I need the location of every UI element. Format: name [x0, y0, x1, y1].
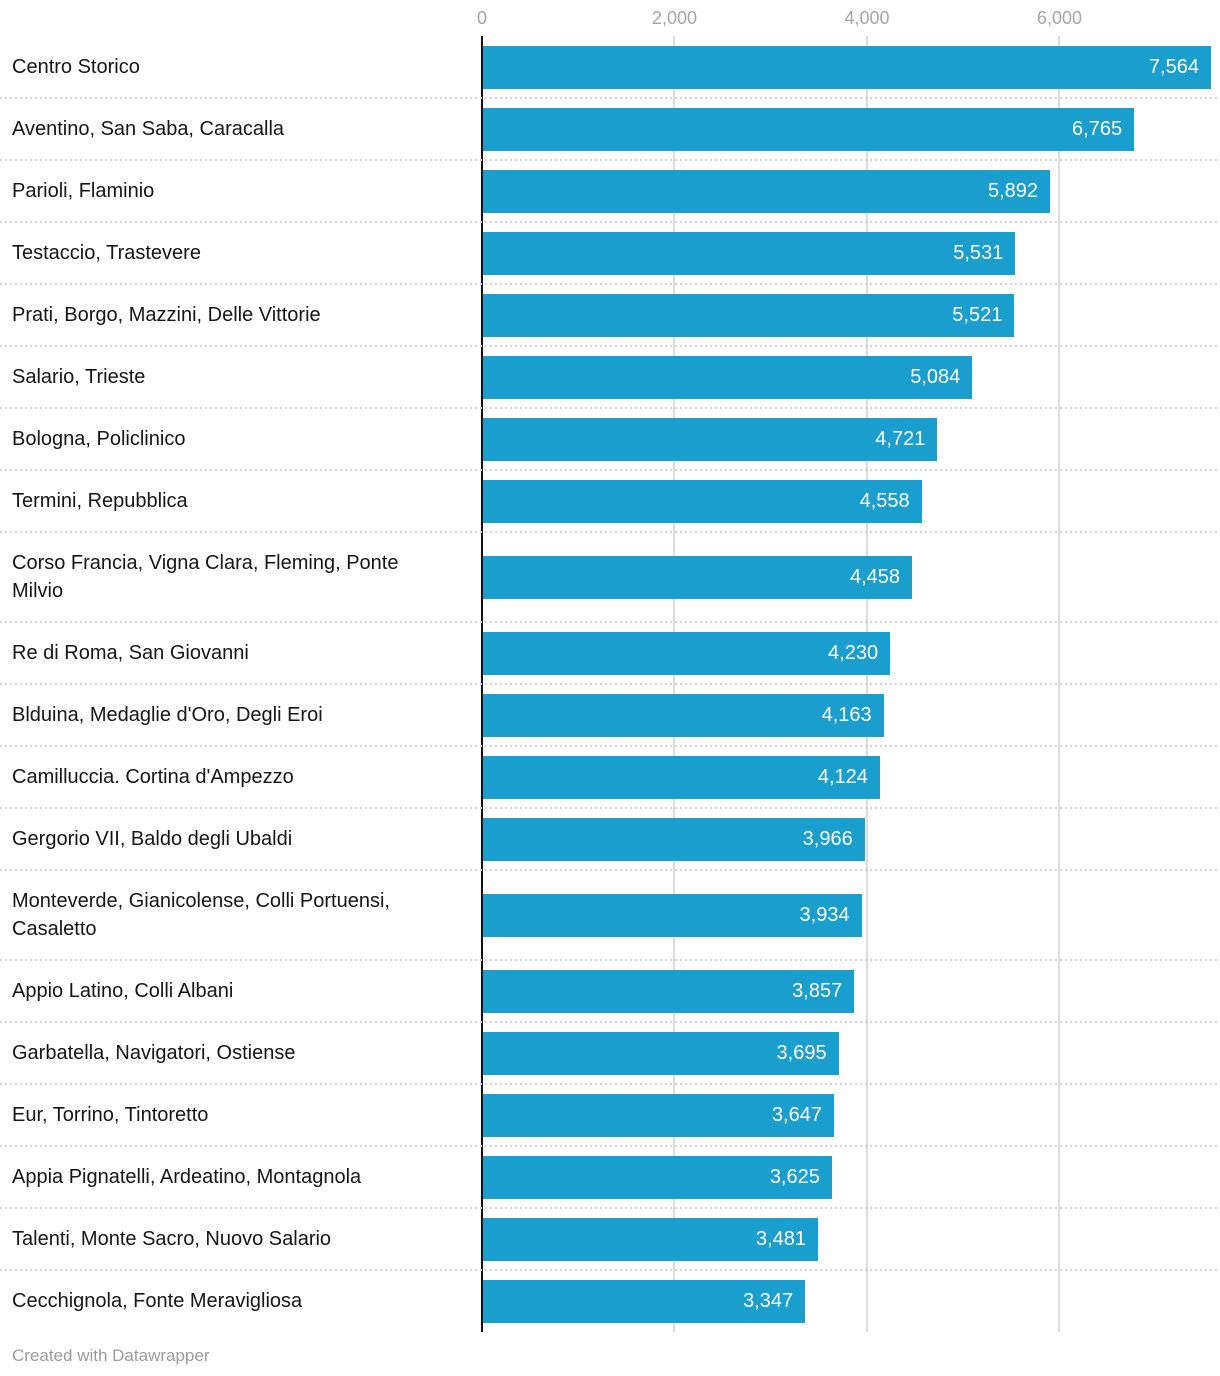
- bar-value-label: 5,521: [952, 303, 1003, 326]
- bar: [483, 1032, 839, 1075]
- bar-area: [482, 232, 1220, 275]
- bar-rows: [0, 36, 1220, 1332]
- bar-row: [0, 1084, 1220, 1146]
- x-tick-label: 6,000: [1036, 8, 1082, 28]
- bar-area: [482, 632, 1220, 675]
- bar: [483, 418, 937, 461]
- category-label: Talenti, Monte Sacro, Nuovo Salario: [12, 1228, 332, 1250]
- bar-value-label: 7,564: [1148, 55, 1199, 78]
- bar: [483, 480, 922, 523]
- bar: [483, 756, 880, 799]
- bar-row: [0, 960, 1220, 1022]
- bar-row: [0, 746, 1220, 808]
- x-tick-label: 4,000: [844, 8, 890, 28]
- bar-area: [482, 1156, 1220, 1199]
- bar-row: [0, 1146, 1220, 1208]
- bar-row: [0, 284, 1220, 346]
- bar-value-label: 3,934: [799, 903, 850, 926]
- x-axis-header: [0, 0, 1220, 36]
- category-label: Corso Francia, Vigna Clara, Fleming, Ponte Milvio: [12, 552, 399, 602]
- bar-row: [0, 870, 1220, 960]
- bar-area: [482, 970, 1220, 1013]
- bar-row: [0, 346, 1220, 408]
- bar-row: [0, 98, 1220, 160]
- bar-area: [482, 46, 1220, 89]
- bar: [483, 170, 1050, 213]
- category-label: Garbatella, Navigatori, Ostiense: [12, 1042, 296, 1064]
- bar: [483, 894, 862, 937]
- bar-row: [0, 1022, 1220, 1084]
- bar-row: [0, 684, 1220, 746]
- bar: [483, 108, 1134, 151]
- bar-value-label: 4,230: [828, 641, 879, 664]
- category-label: Blduina, Medaglie d'Oro, Degli Eroi: [12, 704, 323, 726]
- bar-value-label: 4,458: [849, 565, 901, 588]
- bar-area: [482, 694, 1220, 737]
- bar-value-label: 3,625: [769, 1165, 820, 1188]
- category-label: Centro Storico: [12, 56, 140, 78]
- bar-area: [482, 818, 1220, 861]
- bar-area: [482, 1280, 1220, 1323]
- bar-area: [482, 480, 1220, 523]
- bar: [483, 46, 1211, 89]
- category-label: Eur, Torrino, Tintoretto: [12, 1104, 209, 1126]
- bar: [483, 1094, 834, 1137]
- bar-area: [482, 1032, 1220, 1075]
- bar-row: [0, 470, 1220, 532]
- category-label: Parioli, Flaminio: [12, 180, 155, 202]
- bar: [483, 356, 972, 399]
- bar-area: [482, 756, 1220, 799]
- category-label: Salario, Trieste: [12, 366, 146, 388]
- category-label: Gergorio VII, Baldo degli Ubaldi: [12, 828, 293, 850]
- bar-value-label: 4,124: [817, 765, 868, 788]
- bar-area: [482, 894, 1220, 937]
- bar-value-label: 3,695: [776, 1041, 827, 1064]
- bar-value-label: 3,857: [792, 979, 843, 1002]
- bar-area: [482, 556, 1220, 599]
- bar-area: [482, 356, 1220, 399]
- bar: [483, 294, 1014, 337]
- bar-value-label: 6,765: [1072, 117, 1123, 140]
- bar-value-label: 3,647: [771, 1103, 822, 1126]
- bar-value-label: 4,721: [875, 427, 926, 450]
- bar: [483, 632, 890, 675]
- bar-row: [0, 622, 1220, 684]
- x-tick-label: 2,000: [651, 8, 698, 28]
- bar-area: [482, 418, 1220, 461]
- bar-row: [0, 160, 1220, 222]
- bar-row: [0, 1270, 1220, 1332]
- category-label: Testaccio, Trastevere: [12, 242, 201, 264]
- bar: [483, 818, 865, 861]
- bar-value-label: 5,892: [988, 179, 1039, 202]
- bar-area: [482, 170, 1220, 213]
- bar-value-label: 5,531: [953, 241, 1004, 264]
- bar-value-label: 3,481: [755, 1227, 807, 1250]
- bar-area: [482, 1218, 1220, 1261]
- bar: [483, 1280, 805, 1323]
- bar-area: [482, 1094, 1220, 1137]
- bar: [483, 556, 912, 599]
- bar-value-label: 5,084: [910, 365, 961, 388]
- category-label: Termini, Repubblica: [12, 490, 188, 512]
- bar: [483, 1156, 832, 1199]
- bar: [483, 694, 884, 737]
- chart-plot-area: [0, 36, 1220, 1332]
- bar-value-label: 4,558: [859, 489, 910, 512]
- category-label: Cecchignola, Fonte Meravigliosa: [12, 1290, 303, 1312]
- bar: [483, 970, 854, 1013]
- category-label: Prati, Borgo, Mazzini, Delle Vittorie: [12, 304, 321, 326]
- category-label: Aventino, San Saba, Caracalla: [12, 118, 285, 140]
- chart-footer: [0, 1332, 1220, 1376]
- category-label: Monteverde, Gianicolense, Colli Portuensi, Casaletto: [12, 890, 390, 940]
- bar-row: [0, 408, 1220, 470]
- category-label: Appio Latino, Colli Albani: [12, 980, 234, 1002]
- bar-row: [0, 532, 1220, 622]
- footer-credit: Created with Datawrapper: [12, 1346, 210, 1365]
- bar-area: [482, 108, 1220, 151]
- bar-value-label: 4,163: [821, 703, 872, 726]
- bar-area: [482, 294, 1220, 337]
- category-label: Bologna, Policlinico: [12, 428, 186, 450]
- category-label: Camilluccia. Cortina d'Ampezzo: [12, 766, 294, 788]
- bar-value-label: 3,966: [802, 827, 853, 850]
- category-label: Appia Pignatelli, Ardeatino, Montagnola: [12, 1166, 362, 1188]
- bar-row: [0, 808, 1220, 870]
- bar-row: [0, 1208, 1220, 1270]
- bar-value-label: 3,347: [743, 1289, 794, 1312]
- bar-row: [0, 36, 1220, 98]
- bar: [483, 1218, 818, 1261]
- x-tick-label: 0: [476, 8, 488, 28]
- bar: [483, 232, 1015, 275]
- bar-row: [0, 222, 1220, 284]
- category-label: Re di Roma, San Giovanni: [12, 642, 249, 664]
